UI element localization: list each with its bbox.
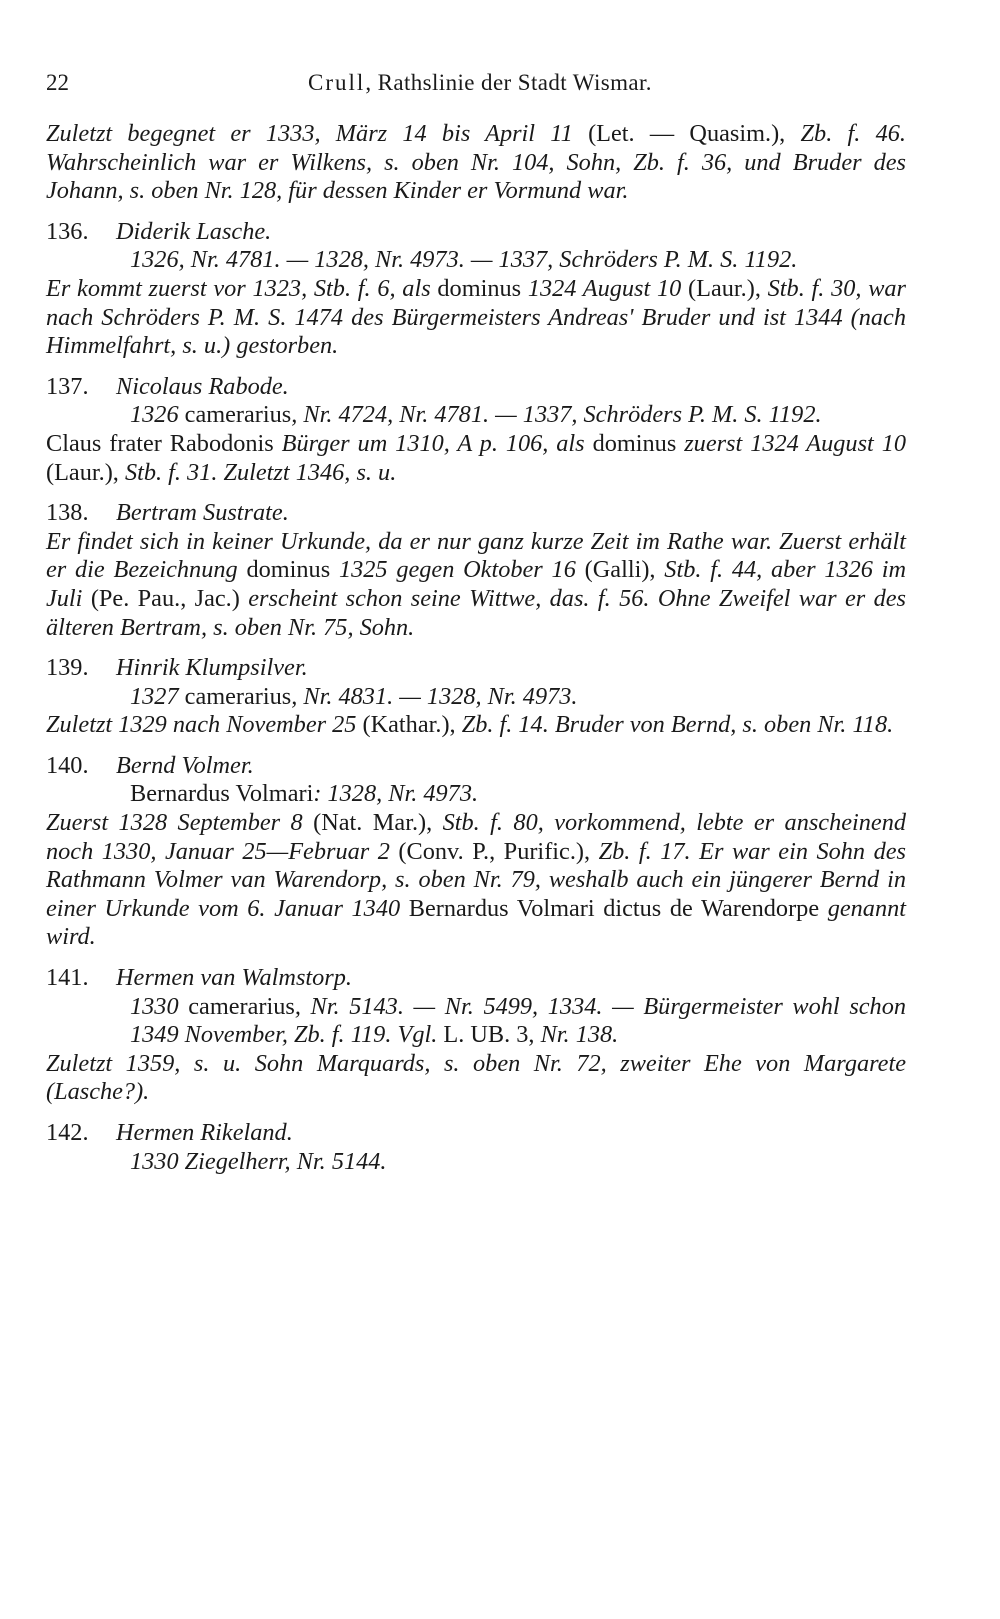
entry-137-reference: 1326 camerarius, Nr. 4724, Nr. 4781. — 1337, Schröders P. M. S. 1192. xyxy=(130,401,822,429)
entry-141-heading: 141. Hermen van Walmstorp. xyxy=(46,964,352,992)
entry-137-heading: 137. Nicolaus Rabode. xyxy=(46,372,289,400)
entry-141-reference: 1330 camerarius, Nr. 5143. — Nr. 5499, 1334. — Bürgermeister wohl schon 1349 November, Zb. f. 119. Vgl. L. UB. 3, Nr. 138. xyxy=(130,992,907,1049)
running-title xyxy=(46,70,914,96)
entry-136-heading: 136. Diderik Lasche. xyxy=(46,217,272,245)
page-body xyxy=(46,120,906,1176)
entry-140-heading: 140. Bernd Volmer. xyxy=(46,751,254,779)
page-header xyxy=(46,70,914,104)
entry-137-text: Claus frater Rabodonis Bürger um 1310, A p. 106, als dominus zuerst 1324 August 10 (Laur.), Stb. f. 31. Zuletzt 1346, s. u. xyxy=(46,429,907,486)
running-title-author: Crull xyxy=(308,70,366,95)
entry-142-reference: 1330 Ziegelherr, Nr. 5144. xyxy=(130,1147,387,1175)
entry-140-reference: Bernardus Volmari: 1328, Nr. 4973. xyxy=(130,780,479,808)
entry-141-text: Zuletzt 1359, s. u. Sohn Marquards, s. oben Nr. 72, zweiter Ehe von Margarete (Lasche?). xyxy=(46,1049,906,1106)
entry-139-heading: 139. Hinrik Klumpsilver. xyxy=(46,654,308,682)
entry-142-heading: 142. Hermen Rikeland. xyxy=(46,1119,293,1146)
entry-138-heading: 138. Bertram Sustrate. xyxy=(46,499,289,527)
entry-136-text: Er kommt zuerst vor 1323, Stb. f. 6, als dominus 1324 August 10 (Laur.), Stb. f. 30, war nach Schröders P. M. S. 1474 des Bürgermeisters Andreas' Bruder und ist 1344 (nach Himmelfahrt, s. u.) gestorben. xyxy=(46,274,906,360)
entry-139-reference: 1327 camerarius, Nr. 4831. — 1328, Nr. 4973. xyxy=(130,682,578,710)
intro-paragraph: Zuletzt begegnet er 1333, März 14 bis April 11 (Let. — Quasim.), Zb. f. 46. Wahrscheinlich war er Wilkens, s. oben Nr. 104, Sohn, Zb. f. 36, und Bruder des Johann, s. oben Nr. 128, für dessen Kinder er Vormund war. xyxy=(46,120,906,205)
entry-139-text: Zuletzt 1329 nach November 25 (Kathar.), Zb. f. 14. Bruder von Bernd, s. oben Nr. 118. xyxy=(46,711,894,739)
running-title-rest: , Rathslinie der Stadt Wismar. xyxy=(365,70,652,95)
entry-140-text: Zuerst 1328 September 8 (Nat. Mar.), Stb. f. 80, vorkommend, lebte er anscheinend noch 1330, Januar 25—Februar 2 (Conv. P., Purific.), Zb. f. 17. Er war ein Sohn des Rathmann Volmer van Warendorp, s. oben Nr. 79, weshalb auch ein jüngerer Bernd in einer Urkunde vom 6. Januar 1340 Bernardus Volmari dictus de Warendorpe genannt wird. xyxy=(46,809,907,951)
entry-136-reference: 1326, Nr. 4781. — 1328, Nr. 4973. — 1337, Schröders P. M. S. 1192. xyxy=(130,246,798,274)
page-number: 22 xyxy=(46,70,69,95)
entry-138-text: Er findet sich in keiner Urkunde, da er nur ganz kurze Zeit im Rathe war. Zuerst erhält er die Bezeichnung dominus 1325 gegen Oktober 16 (Galli), Stb. f. 44, aber 1326 im Juli (Pe. Pau., Jac.) erscheint schon seine Wittwe, das. f. 56. Ohne Zweifel war er des älteren Bertram, s. oben Nr. 75, Sohn. xyxy=(46,527,907,641)
